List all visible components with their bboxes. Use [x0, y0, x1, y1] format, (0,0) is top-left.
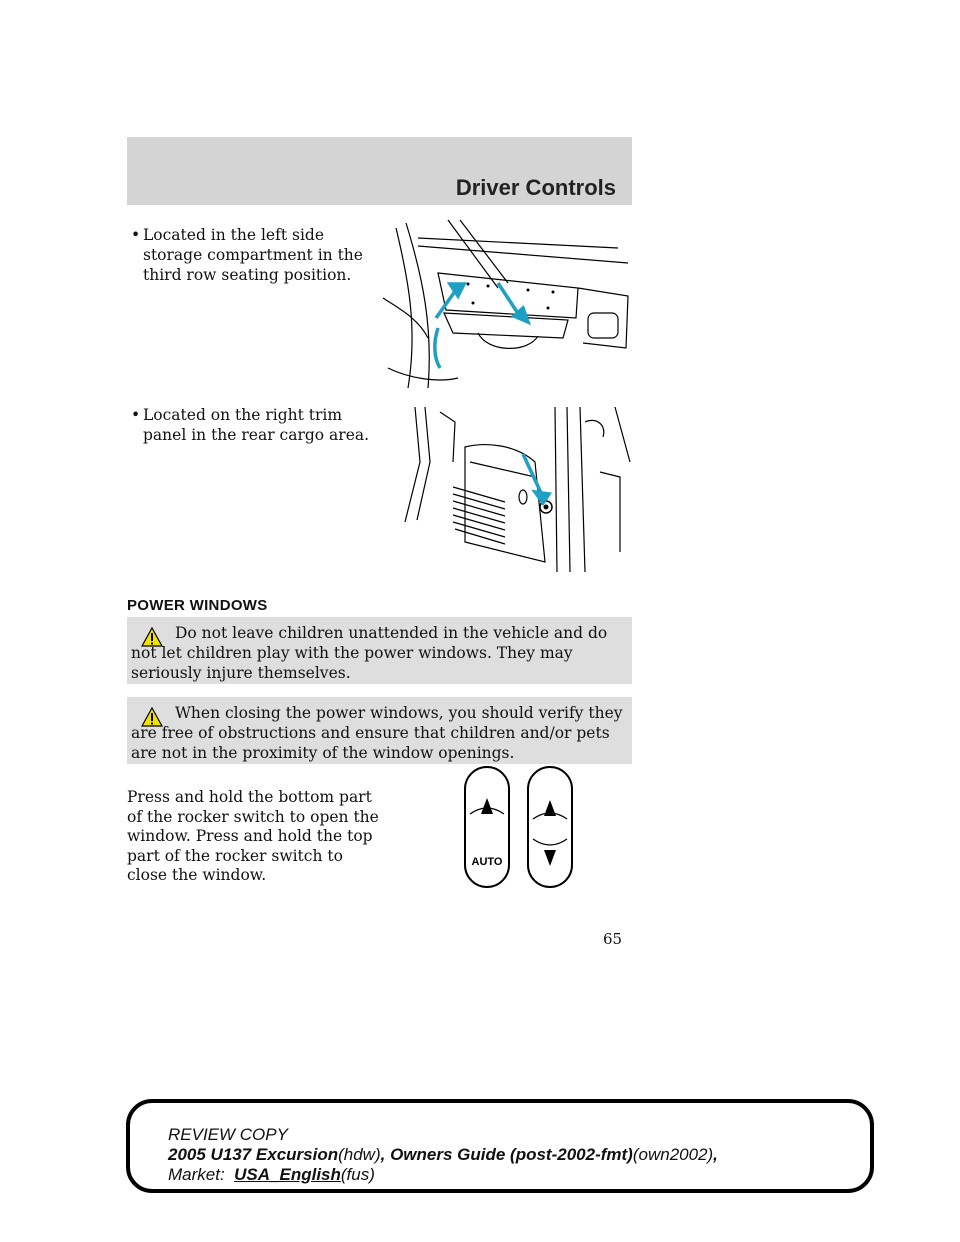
cargo-trim-panel-illustration: [395, 402, 633, 577]
bullet-item-storage: [131, 225, 373, 285]
bullet-text: Located in the left side storage compartment in the third row seating position.: [143, 226, 363, 284]
section-header-band: [127, 137, 632, 205]
warning-box: [127, 697, 632, 764]
bullet-text: Located on the right trim panel in the rear cargo area.: [143, 406, 370, 444]
window-switch: [528, 767, 572, 887]
separator: ,: [713, 1145, 718, 1164]
body-paragraph: Press and hold the bottom part of the rocker switch to open the window. Press and hold the top part of the rocker switch to close the window.: [127, 788, 379, 884]
market-label: Market:: [168, 1165, 225, 1184]
bullet-item-trim-panel: [131, 405, 383, 445]
bullet-symbol: •: [131, 226, 141, 244]
bullet-symbol: •: [131, 406, 141, 424]
review-label: REVIEW COPY: [168, 1125, 288, 1144]
warning-text: When closing the power windows, you should verify they are free of obstructions and ensure that children and/or pets are not in the proximity of the window openings.: [131, 704, 623, 762]
auto-window-switch: [465, 767, 509, 887]
document-info-line: [168, 1145, 718, 1165]
guide-name: Owners Guide (post-2002-fmt): [390, 1145, 633, 1164]
auto-label: AUTO: [471, 856, 503, 868]
warning-box: [127, 617, 632, 684]
storage-compartment-illustration: [378, 218, 633, 390]
review-copy-box: [126, 1099, 874, 1193]
model-name: 2005 U137 Excursion: [168, 1145, 339, 1164]
section-heading: POWER WINDOWS: [127, 597, 268, 614]
section-title: Driver Controls: [455, 175, 616, 200]
model-code: (hdw): [338, 1145, 381, 1164]
guide-code: (own2002): [632, 1145, 714, 1164]
window-switch-illustration: [462, 764, 577, 890]
market-code: (fus): [340, 1165, 375, 1184]
warning-text: Do not leave children unattended in the vehicle and do not let children play with the power windows. They may seriously injure themselves.: [131, 624, 608, 682]
separator: ,: [380, 1145, 391, 1164]
market-line: [168, 1165, 718, 1185]
page-number: 65: [603, 930, 623, 948]
market-value: USA_English: [234, 1165, 341, 1184]
